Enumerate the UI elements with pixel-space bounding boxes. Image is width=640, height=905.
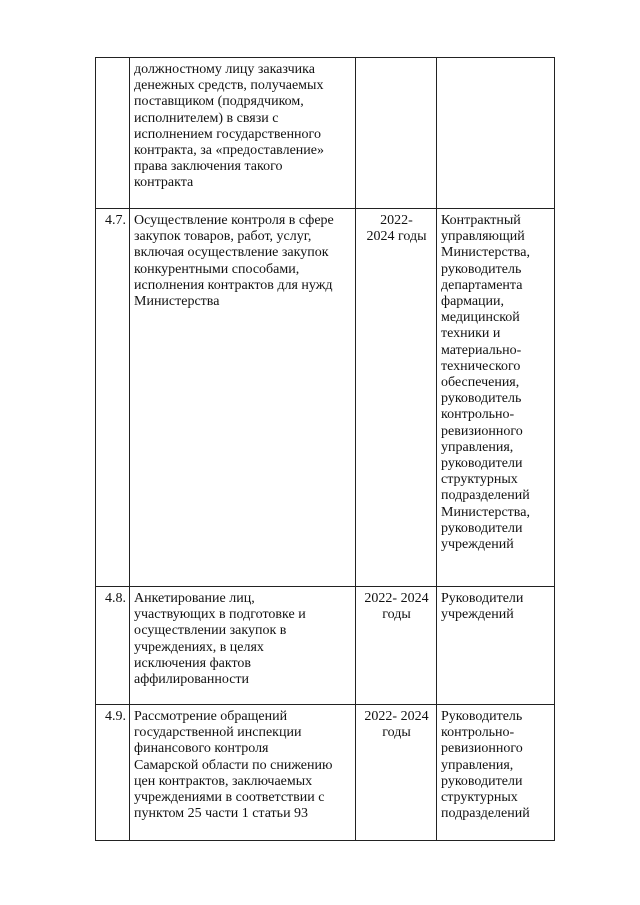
measures-table — [95, 57, 555, 841]
action-line: контракта, за «предоставление» — [134, 143, 324, 159]
action-line: конкурентными способами, — [134, 261, 300, 277]
action-line: учреждениями в соответствии с — [134, 790, 325, 806]
action-line: участвующих в подготовке и — [134, 607, 306, 623]
term-text: 2022- 2024 годы — [366, 213, 427, 245]
action-line: денежных средств, получаемых — [134, 78, 324, 94]
term-cell — [356, 58, 437, 209]
action-line: должностному лицу заказчика — [134, 62, 315, 77]
table-row — [96, 209, 555, 587]
action-cell — [130, 58, 356, 209]
responsible-line: руководители — [441, 773, 523, 789]
responsible-line: подразделений — [441, 488, 530, 504]
table-row — [96, 58, 555, 209]
action-line: исполнения контрактов для нужд — [134, 277, 333, 293]
responsible-line: ревизионного — [441, 423, 523, 439]
action-line: государственной инспекции — [134, 725, 302, 741]
row-number — [96, 58, 130, 209]
responsible-cell — [437, 58, 555, 209]
action-line: Осуществление контроля в сфере — [134, 213, 334, 228]
action-line: финансового контроля — [134, 741, 269, 757]
responsible-line: ревизионного — [441, 741, 523, 757]
term-cell — [356, 705, 437, 841]
responsible-line: структурных — [441, 472, 518, 488]
responsible-cell — [437, 209, 555, 587]
action-line: исключения фактов — [134, 655, 252, 671]
action-line: поставщиком (подрядчиком, — [134, 94, 304, 110]
responsible-line: Руководитель — [441, 709, 523, 724]
action-cell — [130, 209, 356, 587]
term-text: 2022- 2024 годы — [364, 591, 429, 623]
term-text: 2022- 2024 годы — [364, 709, 429, 741]
action-line: исполнением государственного — [134, 126, 321, 142]
responsible-line: подразделений — [441, 806, 530, 822]
responsible-line: Министерства, — [441, 245, 530, 261]
responsible-line: управляющий — [441, 229, 525, 245]
responsible-line: Контрактный — [441, 213, 521, 228]
responsible-line: управления, — [441, 439, 514, 455]
responsible-line: учреждений — [441, 607, 514, 623]
action-line: учреждениях, в целях — [134, 639, 264, 655]
action-line: Анкетирование лиц, — [134, 591, 255, 606]
responsible-cell — [437, 705, 555, 841]
action-line: пунктом 25 части 1 статьи 93 — [134, 806, 309, 822]
action-line: цен контрактов, заключаемых — [134, 773, 313, 789]
responsible-line: руководитель — [441, 391, 522, 407]
responsible-line: руководители — [441, 456, 523, 472]
action-cell — [130, 587, 356, 705]
action-line: исполнителем) в связи с — [134, 110, 279, 126]
action-line: закупок товаров, работ, услуг, — [134, 229, 312, 245]
responsible-line: структурных — [441, 790, 518, 806]
responsible-line: учреждений — [441, 537, 514, 553]
responsible-line: медицинской — [441, 310, 520, 326]
term-cell — [356, 587, 437, 705]
responsible-line: материально- — [441, 342, 522, 358]
action-line: Самарской области по снижению — [134, 757, 333, 773]
table-row — [96, 587, 555, 705]
responsible-line: департамента — [441, 277, 523, 293]
action-line: Министерства — [134, 294, 220, 310]
action-line: осуществлении закупок в — [134, 623, 287, 639]
responsible-line: управления, — [441, 757, 514, 773]
action-line: аффилированности — [134, 672, 250, 688]
responsible-line: обеспечения, — [441, 375, 520, 391]
responsible-line: руководители — [441, 520, 523, 536]
row-number: 4.7. — [96, 209, 130, 587]
responsible-line: Руководители — [441, 591, 524, 606]
responsible-line: Министерства, — [441, 504, 530, 520]
row-number: 4.9. — [96, 705, 130, 841]
responsible-line: фармации, — [441, 294, 505, 310]
responsible-line: руководитель — [441, 261, 522, 277]
action-line: контракта — [134, 175, 194, 191]
action-line: включая осуществление закупок — [134, 245, 329, 261]
term-cell — [356, 209, 437, 587]
action-line: права заключения такого — [134, 159, 283, 175]
row-number: 4.8. — [96, 587, 130, 705]
table-row — [96, 705, 555, 841]
responsible-line: техники и — [441, 326, 501, 342]
responsible-line: технического — [441, 358, 521, 374]
action-cell — [130, 705, 356, 841]
responsible-cell — [437, 587, 555, 705]
responsible-line: контрольно- — [441, 725, 515, 741]
responsible-line: контрольно- — [441, 407, 515, 423]
action-line: Рассмотрение обращений — [134, 709, 288, 724]
